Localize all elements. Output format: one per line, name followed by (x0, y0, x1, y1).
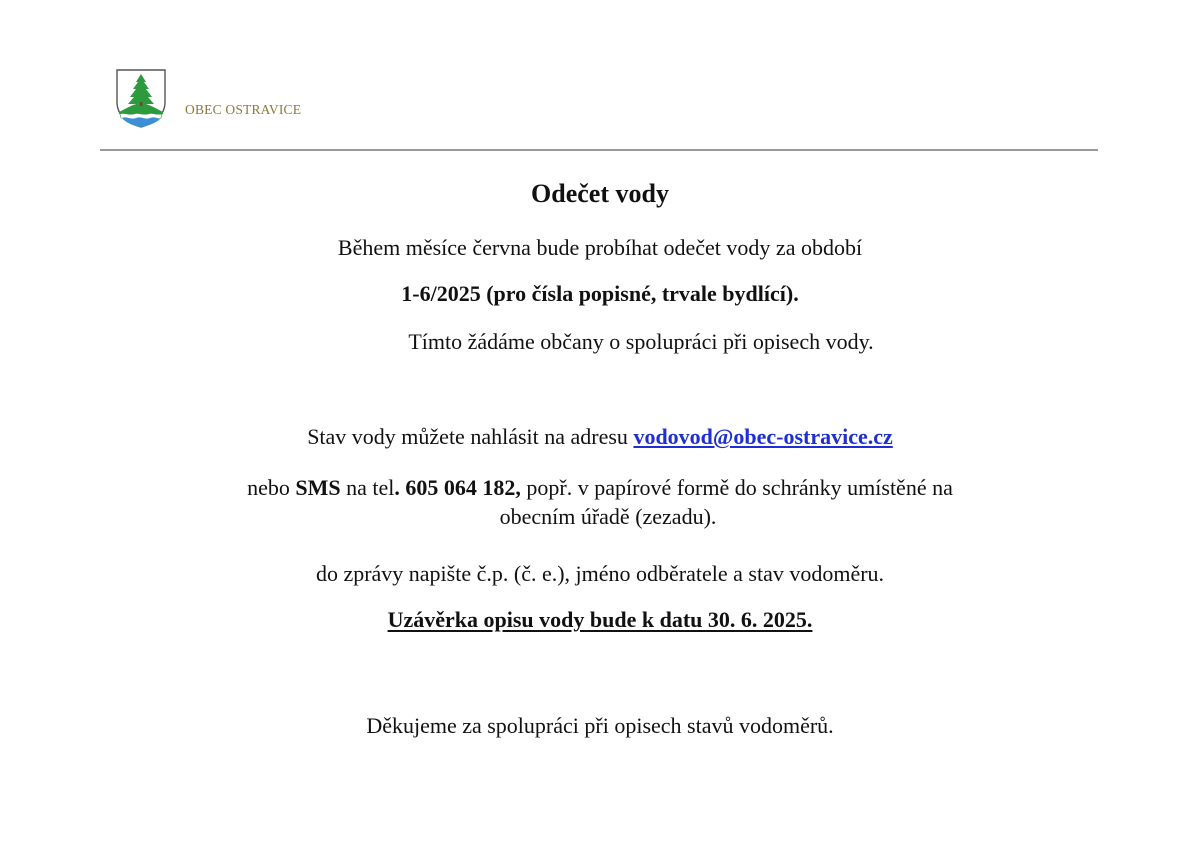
header-divider (100, 149, 1098, 151)
deadline-notice: Uzávěrka opisu vody bude k datu 30. 6. 2025. (387, 607, 813, 632)
thanks-note: Děkujeme za spolupráci při opisech stavů vodoměrů. (366, 713, 834, 738)
paragraph-request-cooperation: Tímto žádáme občany o spolupráci při opisech vody. (408, 329, 874, 354)
paragraph-message-contents: do zprávy napište č.p. (č. e.), jméno odběratele a stav vodoměru. (315, 561, 885, 586)
document-header (112, 66, 512, 132)
paragraph-sms-report (0, 475, 1200, 501)
paragraph-mailbox-location: obecním úřadě (zezadu). (499, 504, 717, 529)
sms-text-1: nebo (247, 475, 296, 500)
email-link[interactable]: vodovod@obec-ostravice.cz (633, 424, 893, 449)
paragraph-period-bold: 1-6/2025 (pro čísla popisné, trvale bydlící). (401, 281, 799, 306)
sms-text-3: popř. v papírové formě do schránky umístěné na (520, 475, 953, 500)
page-title: Odečet vody (531, 179, 669, 208)
municipality-name: OBEC OSTRAVICE (185, 102, 302, 117)
paragraph-email-report (0, 424, 1200, 450)
phone-number: . 605 064 182, (394, 475, 521, 500)
paragraph-reading-period: Během měsíce června bude probíhat odečet vody za období (337, 235, 863, 260)
sms-text-2: na tel (340, 475, 395, 500)
coat-of-arms-icon (115, 68, 167, 128)
sms-label: SMS (295, 475, 341, 500)
email-report-text: Stav vody můžete nahlásit na adresu (307, 424, 634, 449)
